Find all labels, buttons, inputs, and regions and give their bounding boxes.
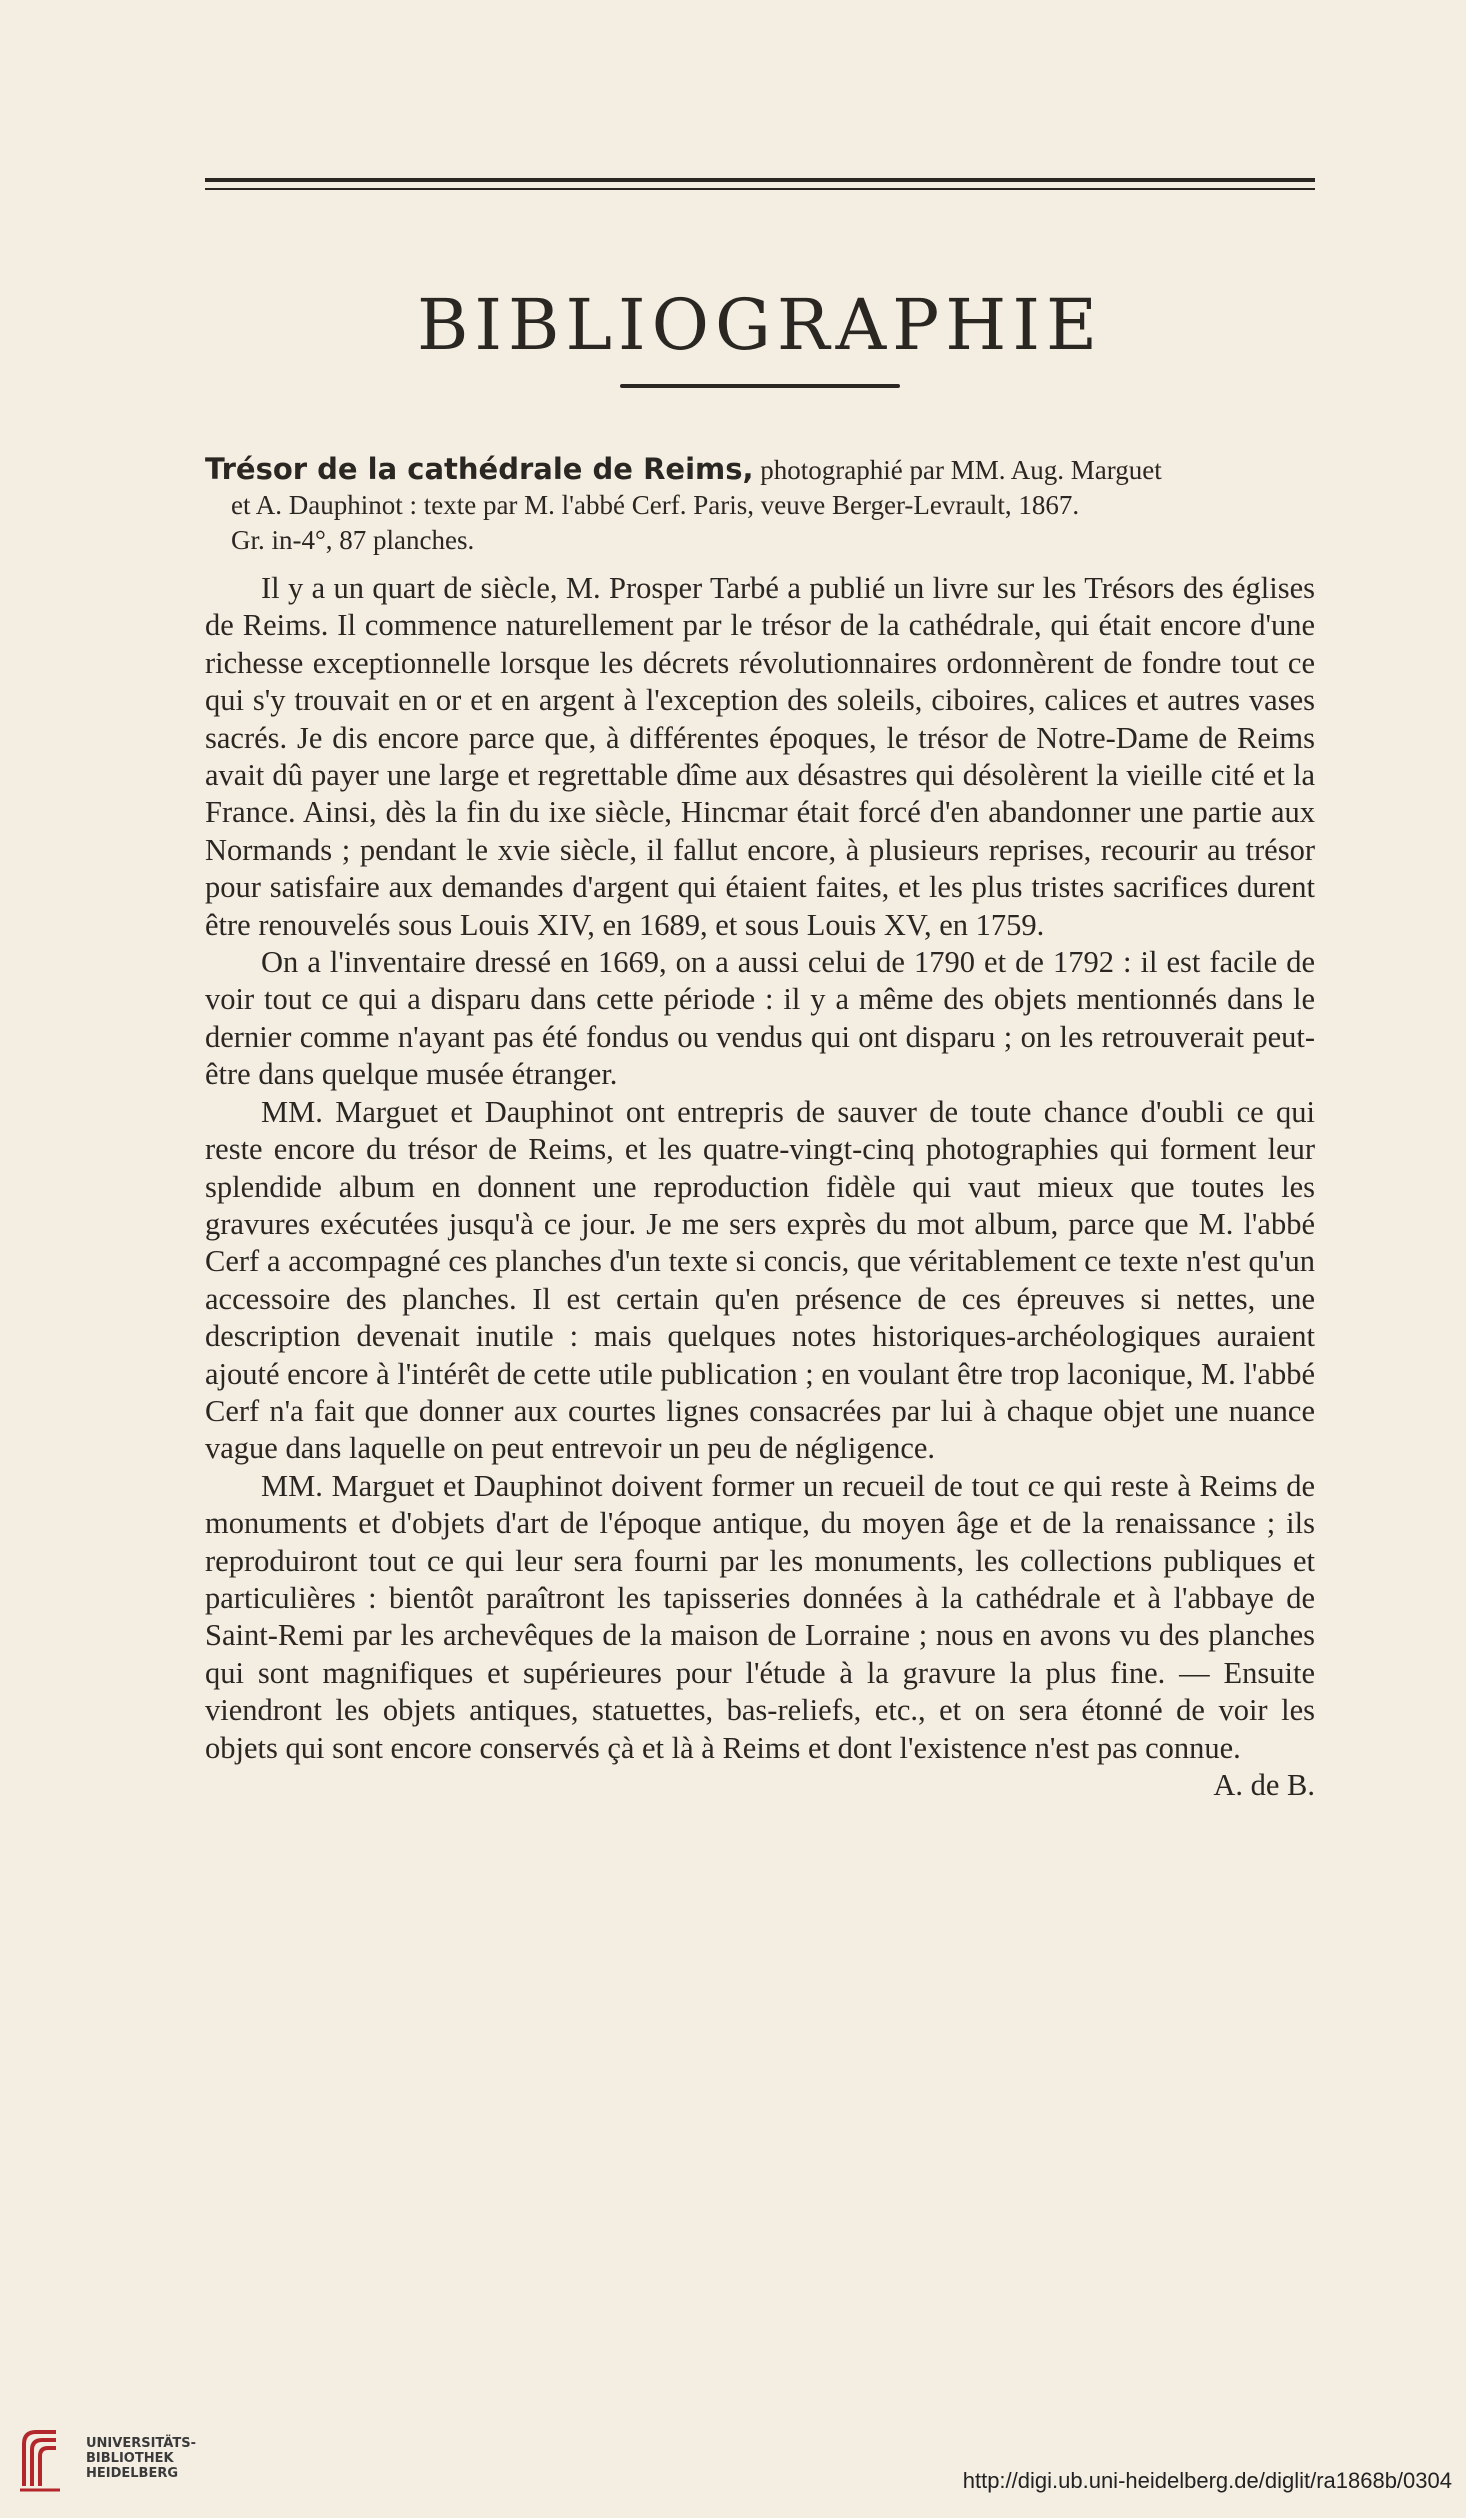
- library-name-line-2: BIBLIOTHEK: [86, 2451, 174, 2466]
- bibliographic-reference: [205, 452, 1315, 558]
- reference-line-3: Gr. in-4°, 87 planches.: [231, 525, 475, 555]
- top-rule-thick: [205, 178, 1315, 182]
- library-logo-icon: [16, 2424, 66, 2494]
- top-rule-thin: [205, 188, 1315, 190]
- source-url-link[interactable]: http://digi.ub.uni-heidelberg.de/diglit/ra1868b/0304: [962, 2468, 1452, 2493]
- library-name-line-1: UNIVERSITÄTS-: [86, 2436, 196, 2451]
- paragraph-4: [205, 1468, 1315, 1802]
- paragraph-2: On a l'inventaire dressé en 1669, on a aussi celui de 1790 et de 1792 : il est facile de voir tout ce qui a disparu dans cette période : il y a même des objets mentionnés dans le dernier comme n'ayant pas été fondus ou vendus qui ont disparu ; on les retrouverait peut-être dans quelque musée étranger.: [205, 945, 1315, 1092]
- library-name: [86, 2436, 196, 2481]
- reference-line-1: photographié par MM. Aug. Marguet: [753, 455, 1162, 485]
- reference-work-title: Trésor de la cathédrale de Reims,: [205, 452, 754, 486]
- article-body: [205, 570, 1315, 1804]
- paragraph-3: MM. Marguet et Dauphinot ont entrepris de sauver de toute chance d'oubli ce qui reste encore du trésor de Reims, et les quatre-vingt-cinq photographies qui forment leur splendide album en donnent une reproduction fidèle qui vaut mieux que toutes les gravures exécutées jusqu'à ce jour. Je me sers exprès du mot album, parce que M. l'abbé Cerf a accompagné ces planches d'un texte si concis, que véritablement ce texte n'est qu'un accessoire des planches. Il est certain qu'en présence de ces épreuves si nettes, une description devenait inutile : mais quelques notes historiques-archéologiques auraient ajouté encore à l'intérêt de cette utile publication ; en voulant être trop laconique, M. l'abbé Cerf n'a fait que donner aux courtes lignes consacrées par lui à chaque objet une nuance vague dans laquelle on peut entrevoir un peu de négligence.: [205, 1094, 1315, 1466]
- paragraph-1: Il y a un quart de siècle, M. Prosper Tarbé a publié un livre sur les Trésors des églises de Reims. Il commence naturellement par le trésor de la cathédrale, qui était encore d'une richesse exceptionnelle lorsque les décrets révolutionnaires ordonnèrent de fondre tout ce qui s'y trouvait en or et en argent à l'exception des soleils, ciboires, calices et autres vases sacrés. Je dis encore parce que, à différentes époques, le trésor de Notre-Dame de Reims avait dû payer une large et regrettable dîme aux désastres qui désolèrent la vieille cité et la France. Ainsi, dès la fin du ixe siècle, Hincmar était forcé d'en abandonner une partie aux Normands ; pendant le xvie siècle, il fallut encore, à plusieurs reprises, recourir au trésor pour satisfaire aux demandes d'argent qui étaient faites, et les plus tristes sacrifices durent être renouvelés sous Louis XIV, en 1689, et sous Louis XV, en 1759.: [205, 571, 1315, 942]
- reference-line-2: et A. Dauphinot : texte par M. l'abbé Cerf. Paris, veuve Berger-Levrault, 1867.: [231, 490, 1080, 520]
- paragraph-4-text: MM. Marguet et Dauphinot doivent former un recueil de tout ce qui reste à Reims de monuments et d'objets d'art de l'époque antique, du moyen âge et de la renaissance ; ils reproduiront tout ce qui leur sera fourni par les monuments, les collections publiques et particulières : bientôt paraîtront les tapisseries données à la cathédrale et à l'abbaye de Saint-Remi par les archevêques de la maison de Lorraine ; nous en avons vu des planches qui sont magnifiques et supérieures pour l'étude à la gravure la plus fine. — Ensuite viendront les objets antiques, statuettes, bas-reliefs, etc., et on sera étonné de voir les objets qui sont encore conservés çà et là à Reims et dont l'existence n'est pas connue.: [205, 1468, 1315, 1765]
- signature: A. de B.: [1213, 1768, 1315, 1802]
- library-name-line-3: HEIDELBERG: [86, 2466, 179, 2481]
- page-title: BIBLIOGRAPHIE: [416, 283, 1104, 366]
- title-ornament: [620, 384, 900, 388]
